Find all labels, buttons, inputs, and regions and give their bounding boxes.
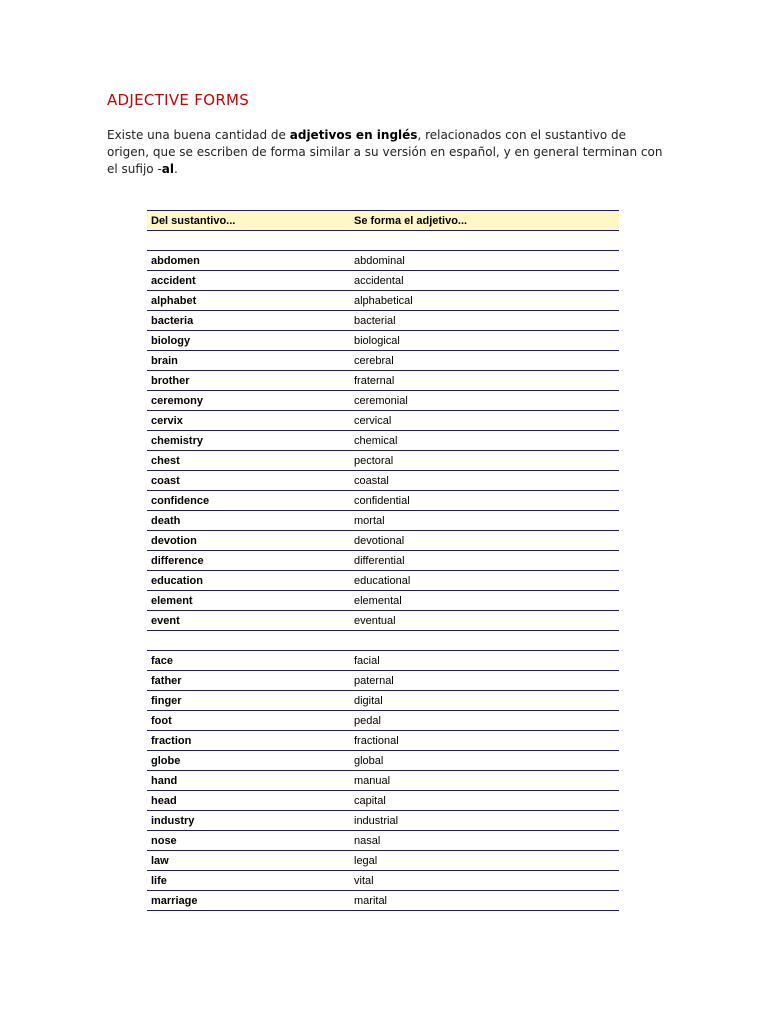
table-row — [147, 571, 619, 591]
adjective-cell: pedal — [350, 711, 619, 731]
table-row — [147, 651, 619, 671]
adjective-cell: pectoral — [350, 451, 619, 471]
table-row — [147, 671, 619, 691]
noun-cell: chemistry — [147, 431, 350, 451]
intro-text-1: Existe una buena cantidad de — [107, 128, 290, 142]
noun-cell: bacteria — [147, 311, 350, 331]
table-row — [147, 291, 619, 311]
adjective-cell: biological — [350, 331, 619, 351]
table-row — [147, 271, 619, 291]
adjective-cell: educational — [350, 571, 619, 591]
adjective-cell: abdominal — [350, 251, 619, 271]
noun-cell: fraction — [147, 731, 350, 751]
adjective-cell: cervical — [350, 411, 619, 431]
adjective-cell: devotional — [350, 531, 619, 551]
noun-cell: nose — [147, 831, 350, 851]
column-header-adjective: Se forma el adjetivo... — [350, 211, 619, 231]
adjective-cell: legal — [350, 851, 619, 871]
table-row — [147, 331, 619, 351]
adjective-cell: vital — [350, 871, 619, 891]
noun-cell: cervix — [147, 411, 350, 431]
noun-cell: biology — [147, 331, 350, 351]
noun-cell — [147, 631, 350, 651]
noun-cell: head — [147, 791, 350, 811]
table-row — [147, 891, 619, 911]
adjective-cell: coastal — [350, 471, 619, 491]
table-row — [147, 491, 619, 511]
adjective-cell: paternal — [350, 671, 619, 691]
table-row — [147, 831, 619, 851]
noun-cell: abdomen — [147, 251, 350, 271]
table-row — [147, 311, 619, 331]
table-row — [147, 771, 619, 791]
table-row — [147, 691, 619, 711]
intro-paragraph — [107, 127, 667, 178]
noun-cell: brain — [147, 351, 350, 371]
noun-cell: face — [147, 651, 350, 671]
noun-cell: devotion — [147, 531, 350, 551]
adjective-cell: bacterial — [350, 311, 619, 331]
table-row — [147, 791, 619, 811]
table-row — [147, 531, 619, 551]
table-header-row — [147, 211, 619, 231]
table-row — [147, 811, 619, 831]
noun-cell — [147, 231, 350, 251]
table-row — [147, 711, 619, 731]
noun-cell: marriage — [147, 891, 350, 911]
adjective-cell: fraternal — [350, 371, 619, 391]
adjective-cell: global — [350, 751, 619, 771]
noun-cell: foot — [147, 711, 350, 731]
table-row — [147, 751, 619, 771]
table-row — [147, 451, 619, 471]
table-row — [147, 611, 619, 631]
table-row — [147, 431, 619, 451]
page-title: ADJECTIVE FORMS — [107, 91, 250, 109]
noun-cell: hand — [147, 771, 350, 791]
noun-cell: element — [147, 591, 350, 611]
noun-cell: difference — [147, 551, 350, 571]
noun-cell: chest — [147, 451, 350, 471]
table-row — [147, 371, 619, 391]
table-row — [147, 351, 619, 371]
table-row — [147, 591, 619, 611]
adjective-cell: manual — [350, 771, 619, 791]
noun-cell: education — [147, 571, 350, 591]
table-spacer-row — [147, 631, 619, 651]
noun-cell: alphabet — [147, 291, 350, 311]
adjective-cell — [350, 631, 619, 651]
table-row — [147, 871, 619, 891]
noun-cell: industry — [147, 811, 350, 831]
table-spacer-row — [147, 231, 619, 251]
table-row — [147, 851, 619, 871]
intro-bold-2: al — [161, 162, 174, 176]
noun-cell: ceremony — [147, 391, 350, 411]
adjective-cell: accidental — [350, 271, 619, 291]
adjective-cell: differential — [350, 551, 619, 571]
noun-cell: globe — [147, 751, 350, 771]
noun-cell: event — [147, 611, 350, 631]
table-row — [147, 511, 619, 531]
intro-text-3: . — [174, 162, 178, 176]
adjective-cell: mortal — [350, 511, 619, 531]
table-row — [147, 251, 619, 271]
table-row — [147, 411, 619, 431]
noun-cell: death — [147, 511, 350, 531]
intro-text-2: , relacionados con el sustantivo de origen, que se escriben de forma similar a su versión en español, y en general terminan con el sufijo - — [107, 128, 663, 176]
noun-cell: finger — [147, 691, 350, 711]
adjective-cell: alphabetical — [350, 291, 619, 311]
table-row — [147, 731, 619, 751]
table-row — [147, 391, 619, 411]
noun-cell: father — [147, 671, 350, 691]
table-row — [147, 551, 619, 571]
adjective-cell: digital — [350, 691, 619, 711]
adjective-cell: nasal — [350, 831, 619, 851]
column-header-noun: Del sustantivo... — [147, 211, 350, 231]
adjective-cell: marital — [350, 891, 619, 911]
adjective-cell: fractional — [350, 731, 619, 751]
adjective-cell: ceremonial — [350, 391, 619, 411]
adjective-cell: industrial — [350, 811, 619, 831]
vocabulary-table — [147, 210, 619, 911]
adjective-cell: cerebral — [350, 351, 619, 371]
intro-bold-1: adjetivos en inglés — [289, 128, 418, 142]
adjective-cell: capital — [350, 791, 619, 811]
noun-cell: accident — [147, 271, 350, 291]
noun-cell: law — [147, 851, 350, 871]
adjective-cell: elemental — [350, 591, 619, 611]
table-row — [147, 471, 619, 491]
noun-cell: brother — [147, 371, 350, 391]
adjective-cell — [350, 231, 619, 251]
adjective-cell: eventual — [350, 611, 619, 631]
adjective-cell: facial — [350, 651, 619, 671]
noun-cell: life — [147, 871, 350, 891]
adjective-cell: chemical — [350, 431, 619, 451]
noun-cell: coast — [147, 471, 350, 491]
noun-cell: confidence — [147, 491, 350, 511]
adjective-cell: confidential — [350, 491, 619, 511]
